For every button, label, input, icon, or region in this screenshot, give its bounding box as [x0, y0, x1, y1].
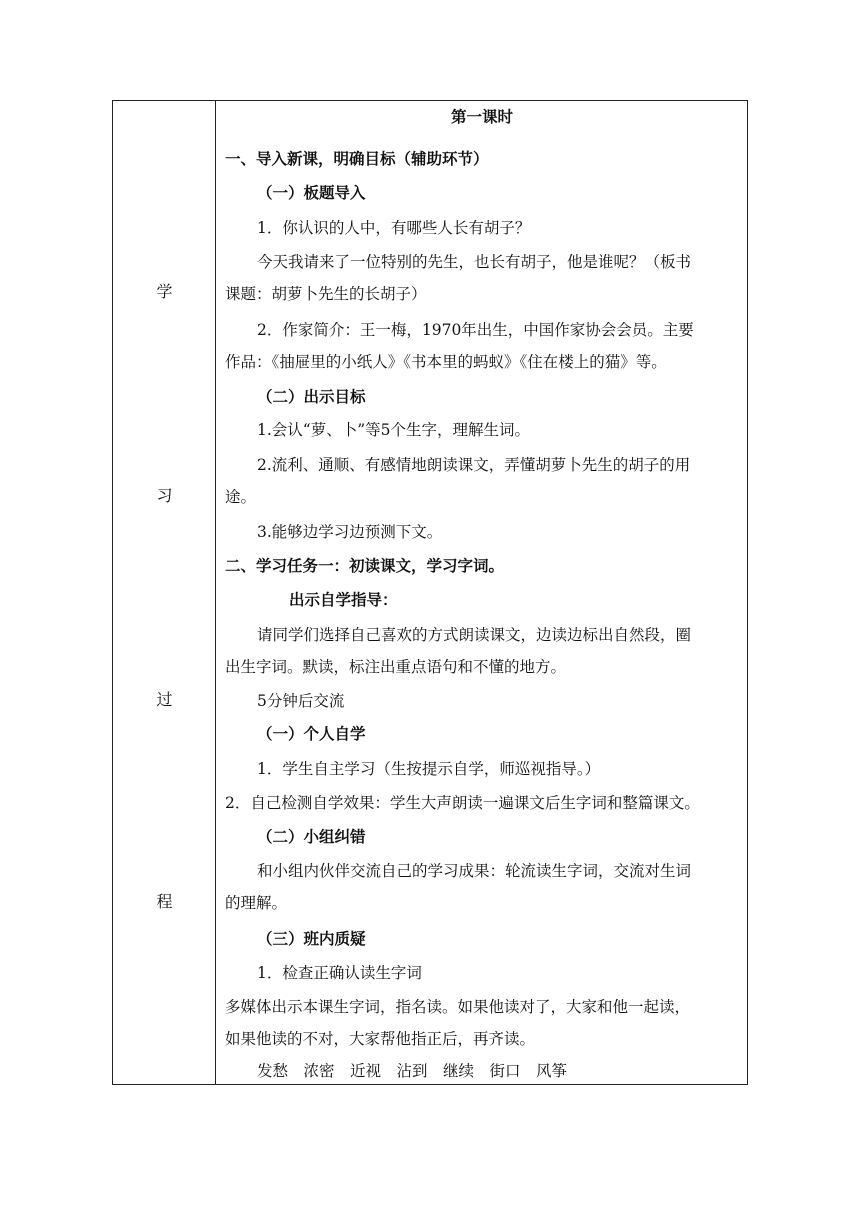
section-heading: 二、学习任务一：初读课文，学习字词。: [225, 556, 505, 575]
paragraph-line: 2．作家简介：王一梅，1970年出生，中国作家协会会员。主要: [257, 321, 694, 339]
paragraph-line: 途。: [225, 488, 257, 506]
subsection-heading: （二）出示目标: [257, 387, 366, 406]
paragraph-line: 1．你认识的人中，有哪些人长有胡子？: [257, 219, 531, 237]
side-label-char: 过: [156, 690, 173, 709]
paragraph-line: 多媒体出示本课生字词，指名读。如果他读对了，大家和他一起读，: [225, 998, 691, 1016]
vocabulary-list: 发愁 浓密 近视 沾到 继续 街口 风筝: [257, 1062, 568, 1080]
paragraph-line: 请同学们选择自己喜欢的方式朗读课文，边读边标出自然段，圈: [257, 626, 692, 644]
subsection-heading: （一）板题导入: [257, 183, 366, 202]
paragraph-line: 作品：《抽屉里的小纸人》《书本里的蚂蚁》《住在楼上的猫》等。: [225, 353, 667, 371]
side-label-char: 学: [156, 282, 173, 301]
lesson-content: [217, 101, 747, 1084]
paragraph-line: 出生字词。默读，标注出重点语句和不懂的地方。: [225, 658, 567, 676]
paragraph-line: 如果他读的不对，大家帮他指正后，再齐读。: [225, 1030, 536, 1048]
lesson-table: [112, 100, 748, 1085]
subsection-heading: （二）小组纠错: [257, 827, 366, 846]
paragraph-line: 3.能够边学习边预测下文。: [257, 523, 443, 541]
paragraph-line: 5分钟后交流: [257, 692, 345, 710]
side-label-column: [113, 101, 216, 1084]
paragraph-line: 的理解。: [225, 894, 288, 912]
lesson-title: 第一课时: [450, 107, 513, 126]
paragraph-line: 1.会认“萝、卜”等5个生字，理解生词。: [257, 421, 530, 439]
subsection-heading: 出示自学指导：: [289, 590, 398, 609]
paragraph-line: 1．学生自主学习（生按提示自学，师巡视指导。）: [257, 760, 601, 778]
paragraph-line: 课题：胡萝卜先生的长胡子）: [225, 285, 427, 303]
paragraph-line: 今天我请来了一位特别的先生，也长有胡子，他是谁呢？（板书: [257, 253, 692, 271]
section-heading: 一、导入新课，明确目标（辅助环节）: [225, 149, 489, 168]
paragraph-line: 和小组内伙伴交流自己的学习成果：轮流读生字词，交流对生词: [257, 862, 692, 880]
subsection-heading: （三）班内质疑: [257, 929, 366, 948]
paragraph-line: 2.流利、通顺、有感情地朗读课文，弄懂胡萝卜先生的胡子的用: [257, 456, 691, 474]
side-label-char: 程: [156, 892, 173, 911]
paragraph-line: 2．自己检测自学效果：学生大声朗读一遍课文后生字词和整篇课文。: [225, 794, 700, 812]
subsection-heading: （一）个人自学: [257, 724, 366, 743]
paragraph-line: 1．检查正确认读生字词: [257, 964, 422, 982]
side-label-char: 习: [156, 486, 173, 505]
